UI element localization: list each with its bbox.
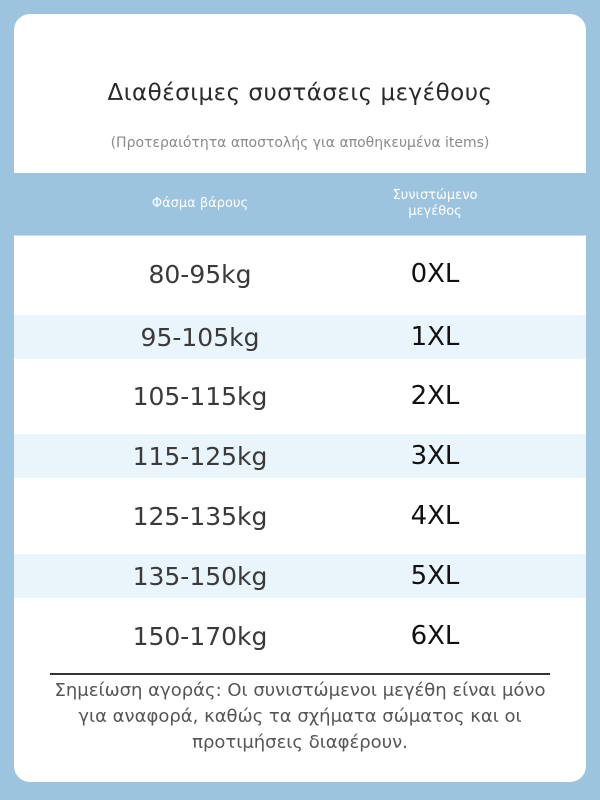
page-subtitle: (Προτεραιότητα αποστολής για αποθηκευμένα items) — [110, 135, 490, 151]
table-row — [14, 434, 586, 478]
weight-cell: 115-125kg — [132, 441, 268, 471]
size-cell: 6XL — [410, 621, 460, 651]
size-guide-card — [14, 14, 586, 782]
table-row — [14, 494, 586, 538]
header-weight-range: Φάσμα βάρους — [151, 196, 249, 211]
table-row — [14, 374, 586, 418]
note-divider — [50, 673, 550, 675]
table-row — [14, 252, 586, 296]
table-header — [14, 173, 586, 235]
weight-cell: 105-115kg — [132, 381, 268, 411]
size-cell: 1XL — [410, 322, 460, 352]
weight-cell: 150-170kg — [132, 621, 268, 651]
size-cell: 5XL — [410, 561, 460, 591]
weight-cell: 95-105kg — [140, 322, 260, 352]
size-cell: 0XL — [410, 259, 460, 289]
size-cell: 2XL — [410, 381, 460, 411]
header-recommended-size: Συνιστώμενο μεγέθος — [392, 188, 478, 219]
page-title: Διαθέσιμες συστάσεις μεγέθους — [107, 80, 493, 106]
size-cell: 3XL — [410, 441, 460, 471]
purchase-note: Σημείωση αγοράς: Οι συνιστώμενοι μεγέθη είναι μόνο για αναφορά, καθώς τα σχήματα σώματος και οι προτιμήσεις διαφέρουν. — [54, 680, 546, 753]
table-row — [14, 315, 586, 359]
size-cell: 4XL — [410, 501, 460, 531]
header-divider — [14, 235, 586, 236]
weight-cell: 80-95kg — [148, 259, 252, 289]
table-row — [14, 614, 586, 658]
weight-cell: 125-135kg — [132, 501, 268, 531]
table-row — [14, 554, 586, 598]
weight-cell: 135-150kg — [132, 561, 268, 591]
